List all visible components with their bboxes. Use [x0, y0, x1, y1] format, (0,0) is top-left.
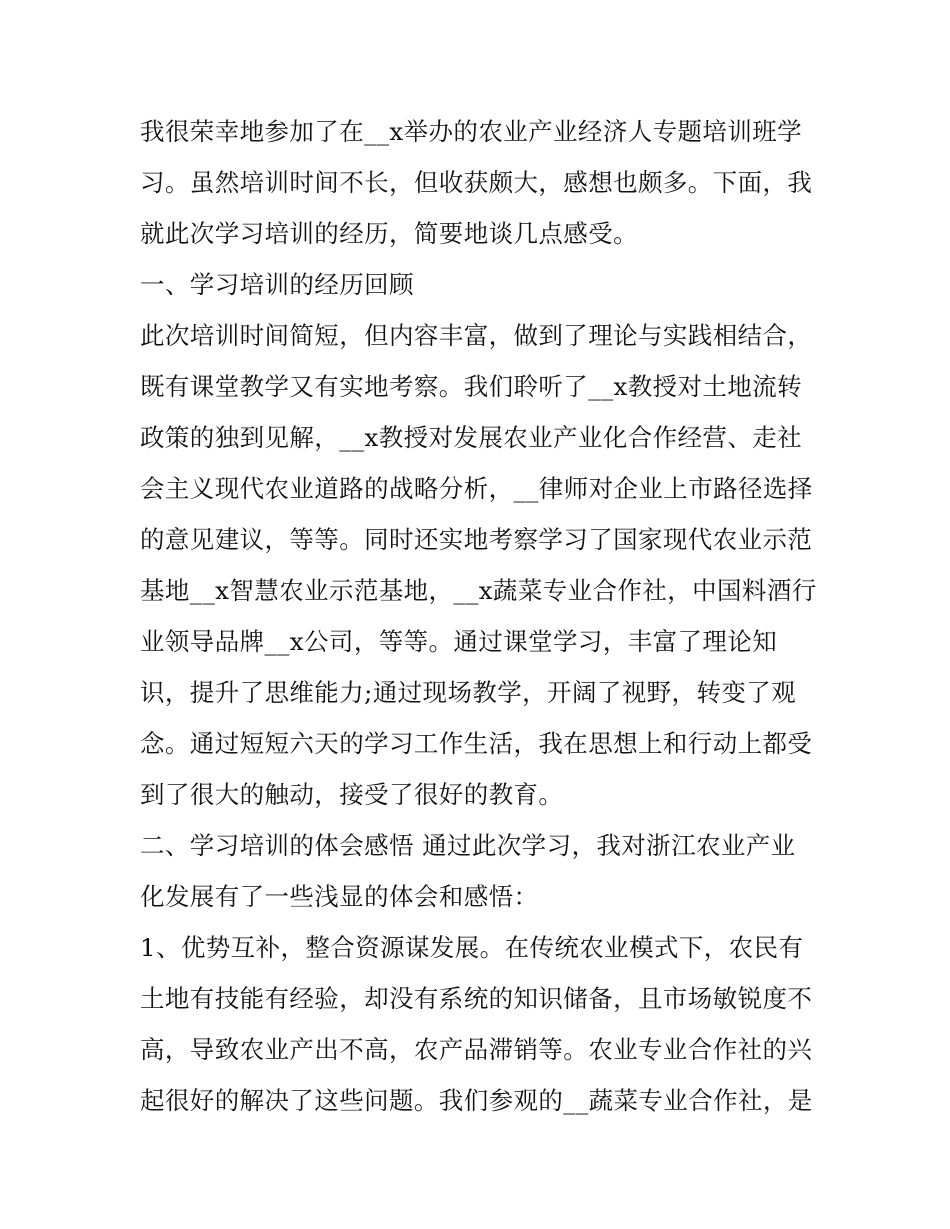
section-heading: 一、学习培训的经历回顾 — [140, 270, 414, 299]
text-line: 政策的独到见解，__x教授对发展农业产业化合作经营、走社 — [140, 423, 803, 452]
text-line: 化发展有了一些浅显的体会和感悟： — [140, 882, 539, 911]
document-body — [140, 106, 830, 1126]
text-line: 我很荣幸地参加了在__x举办的农业产业经济人专题培训班学 — [140, 117, 803, 146]
text-line: 既有课堂教学又有实地考察。我们聆听了__x教授对土地流转 — [140, 372, 803, 401]
text-line: 起很好的解决了这些问题。我们参观的__蔬菜专业合作社，是 — [140, 1086, 813, 1115]
text-line: 土地有技能有经验，却没有系统的知识储备，且市场敏锐度不 — [140, 984, 813, 1013]
text-line: 就此次学习培训的经历，简要地谈几点感受。 — [140, 219, 638, 248]
text-line: 高，导致农业产出不高，农产品滞销等。农业专业合作社的兴 — [140, 1035, 813, 1064]
text-line: 此次培训时间简短，但内容丰富，做到了理论与实践相结合， — [140, 321, 813, 350]
section-heading: 二、学习培训的体会感悟 通过此次学习，我对浙江农业产业 — [140, 831, 796, 860]
text-line: 1、优势互补，整合资源谋发展。在传统农业模式下，农民有 — [140, 933, 804, 962]
text-line: 到了很大的触动，接受了很好的教育。 — [140, 780, 564, 809]
text-line: 基地__x智慧农业示范基地，__x蔬菜专业合作社，中国料酒行 — [140, 576, 817, 605]
text-line: 念。通过短短六天的学习工作生活，我在思想上和行动上都受 — [140, 729, 813, 758]
text-line: 习。虽然培训时间不长，但收获颇大，感想也颇多。下面，我 — [140, 168, 813, 197]
text-line: 的意见建议，等等。同时还实地考察学习了国家现代农业示范 — [140, 525, 813, 554]
text-line: 会主义现代农业道路的战略分析，__律师对企业上市路径选择 — [140, 474, 813, 503]
text-line: 业领导品牌__x公司，等等。通过课堂学习，丰富了理论知 — [140, 627, 778, 656]
text-line: 识，提升了思维能力;通过现场教学，开阔了视野，转变了观 — [140, 678, 797, 707]
